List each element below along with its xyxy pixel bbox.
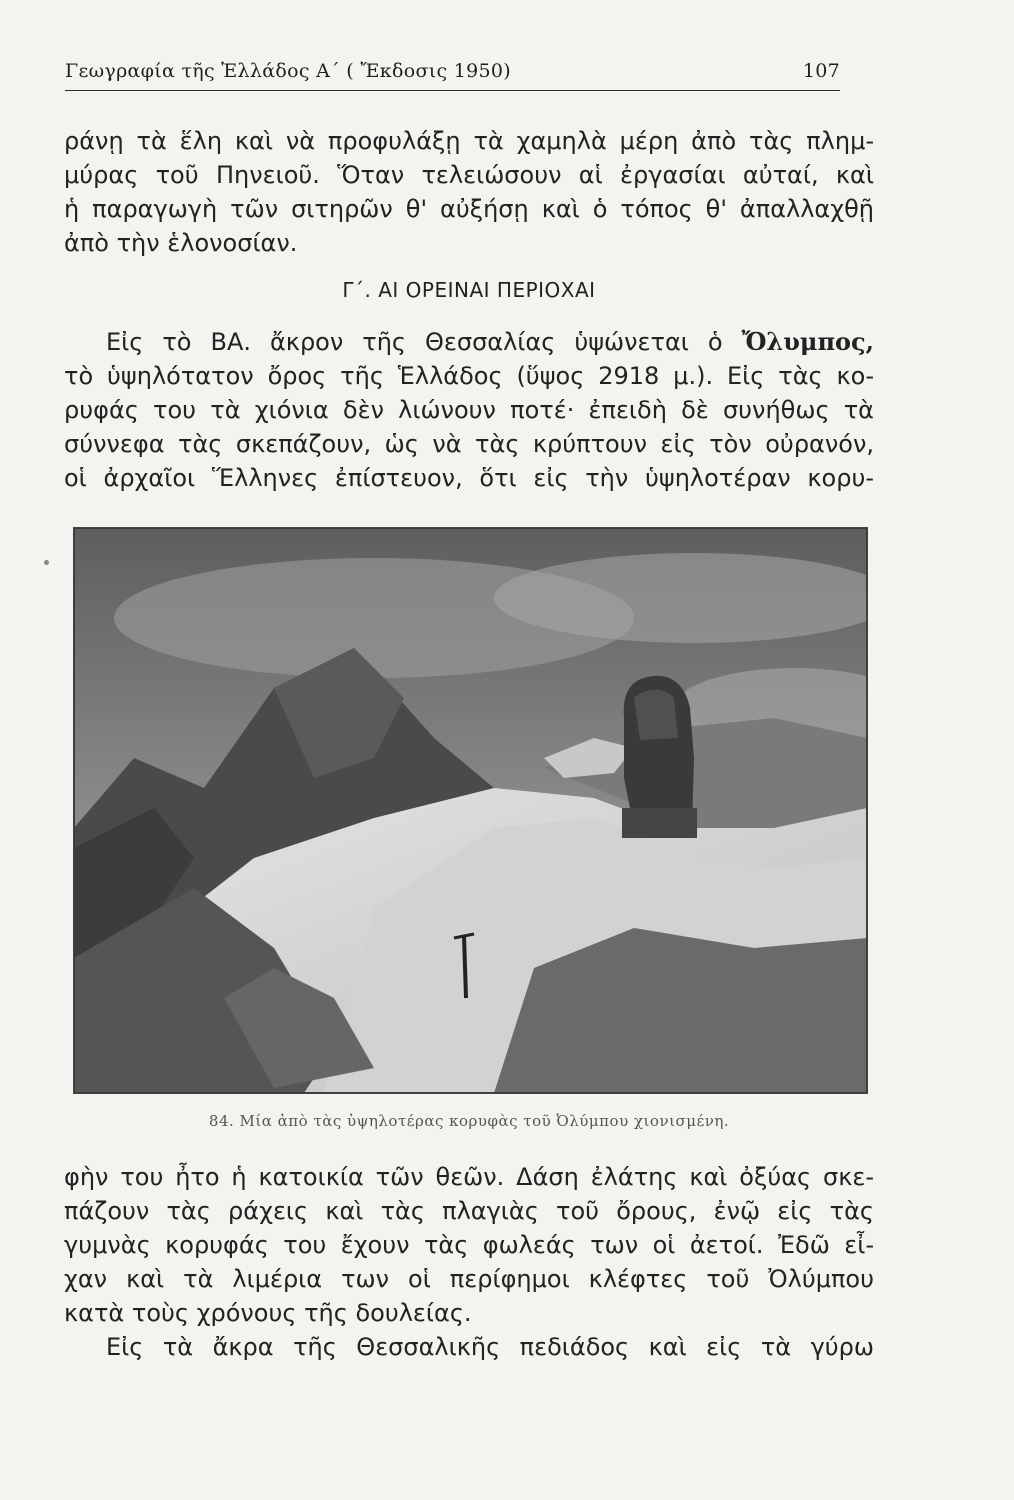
text-line: ρυφάς του τὰ χιόνια δὲν λιώνουν ποτέ· ἐπειδὴ δὲ συνήθως τὰ	[64, 396, 874, 424]
mountain-photo	[73, 527, 868, 1094]
paragraph-2	[64, 325, 874, 495]
running-header	[65, 56, 840, 91]
text-line: γυμνὰς κορυφάς του ἔχουν τὰς φωλεάς των οἱ ἀετοί. Ἐδῶ εἶ-	[64, 1231, 874, 1259]
print-speck	[44, 560, 49, 565]
text-line: πάζουν τὰς ράχεις καὶ τὰς πλαγιὰς τοῦ ὄρους, ἐνῷ εἰς τὰς	[64, 1197, 874, 1225]
text-line: σύννεφα τὰς σκεπάζουν, ὡς νὰ τὰς κρύπτουν εἰς τὸν οὐρανόν,	[64, 430, 874, 458]
text-line: κατὰ τοὺς χρόνους τῆς δουλείας.	[64, 1299, 472, 1327]
paragraph-4	[64, 1330, 874, 1364]
text-line: ράνῃ τὰ ἕλη καὶ νὰ προφυλάξῃ τὰ χαμηλὰ μέρη ἀπὸ τὰς πλημ-	[64, 127, 874, 155]
text-run: Εἰς τὸ ΒΑ. ἄκρον τῆς Θεσσαλίας ὑψώνεται ὁ	[106, 328, 742, 356]
paragraph-1	[64, 124, 874, 260]
text-line: μύρας τοῦ Πηνειοῦ. Ὅταν τελειώσουν αἱ ἐργασίαι αὐταί, καὶ	[64, 161, 874, 189]
text-line: χαν καὶ τὰ λιμέρια των οἱ περίφημοι κλέφτες τοῦ Ὀλύμπου	[64, 1265, 874, 1293]
text-line	[64, 325, 874, 359]
section-heading: Γ΄. ΑΙ ΟΡΕΙΝΑΙ ΠΕΡΙΟΧΑΙ	[342, 278, 596, 302]
text-line: ἡ παραγωγὴ τῶν σιτηρῶν θ' αὐξήσῃ καὶ ὁ τόπος θ' ἀπαλλαχθῇ	[64, 195, 874, 223]
paragraph-3	[64, 1160, 874, 1330]
page-number: 107	[802, 60, 840, 82]
text-line: φὴν του ἦτο ἡ κατοικία τῶν θεῶν. Δάση ἐλάτης καὶ ὀξύας σκε-	[64, 1163, 874, 1191]
text-line: ἀπὸ τὴν ἑλονοσίαν.	[64, 229, 298, 257]
text-line: Εἰς τὰ ἄκρα τῆς Θεσσαλικῆς πεδιάδος καὶ εἰς τὰ γύρω	[106, 1333, 874, 1361]
text-line: οἱ ἀρχαῖοι Ἕλληνες ἐπίστευον, ὅτι εἰς τὴν ὑψηλοτέραν κορυ-	[64, 464, 874, 492]
mountain-photo-drawing	[74, 528, 867, 1093]
figure-caption: 84. Μία ἀπὸ τὰς ὑψηλοτέρας κορυφὰς τοῦ Ὀλύμπου χιονισμένη.	[208, 1112, 730, 1130]
header-title: Γεωγραφία τῆς Ἑλλάδος Α΄ ( Ἔκδοσις 1950)	[65, 60, 512, 82]
olympus-term: Ὄλυμπος,	[741, 327, 874, 356]
text-line: τὸ ὑψηλότατον ὄρος τῆς Ἑλλάδος (ὕψος 2918 μ.). Εἰς τὰς κο-	[64, 362, 874, 390]
